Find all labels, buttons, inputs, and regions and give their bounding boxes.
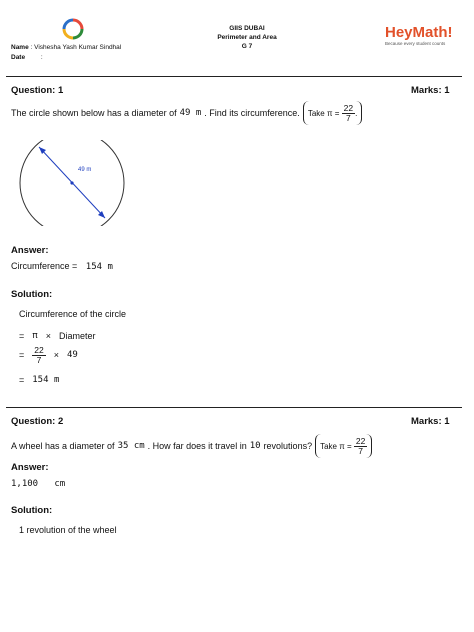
fraction-numerator: 22 [34,345,44,355]
pi-symbol: π [32,331,38,341]
circle-diagram [16,140,128,226]
q1-solution-step1 [19,331,95,341]
q1-solution-step3 [19,375,59,385]
fraction-denominator: 7 [345,112,351,123]
times-sign: × [45,331,51,341]
diameter-word: Diameter [58,331,96,341]
q2-answer-value: 1,100 cm [11,479,66,489]
pi-fraction [354,437,367,455]
divider [6,76,462,77]
q2-diameter-value: 35 cm [117,441,145,451]
equals-sign: = [19,331,25,341]
q1-solution-step2 [19,346,78,364]
step-fraction [32,346,45,364]
q2-heading: Question: 2 [11,416,64,427]
center-point [70,181,73,184]
brand-logo: HeyMath! [385,24,453,41]
worksheet-subject: Perimeter and Area [217,34,277,41]
equals-sign: = [19,350,25,360]
q1-answer [11,261,113,272]
step-result: 154 m [32,375,60,385]
fraction-numerator: 22 [355,436,366,446]
q1-text-pre: The circle shown below has a diameter of [11,108,177,118]
diagram-label: 49 m [78,167,92,173]
school-logo-icon [62,18,84,40]
q2-solution-line1: 1 revolution of the wheel [19,525,117,535]
q2-text-pre: A wheel has a diameter of [11,441,115,451]
school-logo [62,18,84,40]
q1-value: 49 m [179,108,202,118]
q2-revolutions-value: 10 [249,441,261,451]
name-label: Name [11,44,29,51]
q1-pi-hint: Take π = $\frac{22}{7}$ . [303,101,363,125]
q1-marks: Marks: 1 [411,85,450,96]
equals-sign: = [19,375,25,385]
q1-solution-line1: Circumference of the circle [19,309,127,319]
q2-pi-hint [315,434,372,458]
name-value: : Vishesha Yash Kumar Sindhal [30,44,122,51]
q2-answer-heading: Answer: [11,462,49,473]
date-row [11,54,43,61]
step-value: 49 [67,350,78,360]
q2-text-mid: . How far does it travel in [147,441,247,451]
q2-question [11,434,372,458]
date-value: : [40,54,43,61]
fraction-numerator: 22 [343,103,354,113]
times-sign: × [53,350,59,360]
name-row [11,44,121,51]
fraction-denominator: 7 [358,445,363,456]
divider [6,407,462,408]
date-label: Date [11,54,26,61]
take-label: Take [307,108,325,118]
q1-heading: Question: 1 [11,85,64,96]
q2-marks: Marks: 1 [411,416,450,427]
pi-equals: π = [326,108,340,118]
q1-question [11,101,362,125]
brand-tagline: Because every student counts [385,41,446,46]
fraction-denominator: 7 [36,354,42,365]
take-label: Take [320,441,337,451]
q2-text-post: revolutions? [263,441,313,451]
q2-solution-heading: Solution: [11,505,53,516]
q1-answer-heading: Answer: [11,245,49,256]
worksheet-grade: G 7 [241,43,253,50]
q1-text-post: . Find its circumference. [204,108,300,118]
school-name: GIIS DUBAI [229,25,265,32]
q1-answer-label: Circumference = [11,261,78,271]
pi-equals: π = [339,441,352,451]
q1-answer-value: 154 m [85,262,113,272]
pi-fraction [342,104,355,122]
q1-solution-heading: Solution: [11,289,53,300]
